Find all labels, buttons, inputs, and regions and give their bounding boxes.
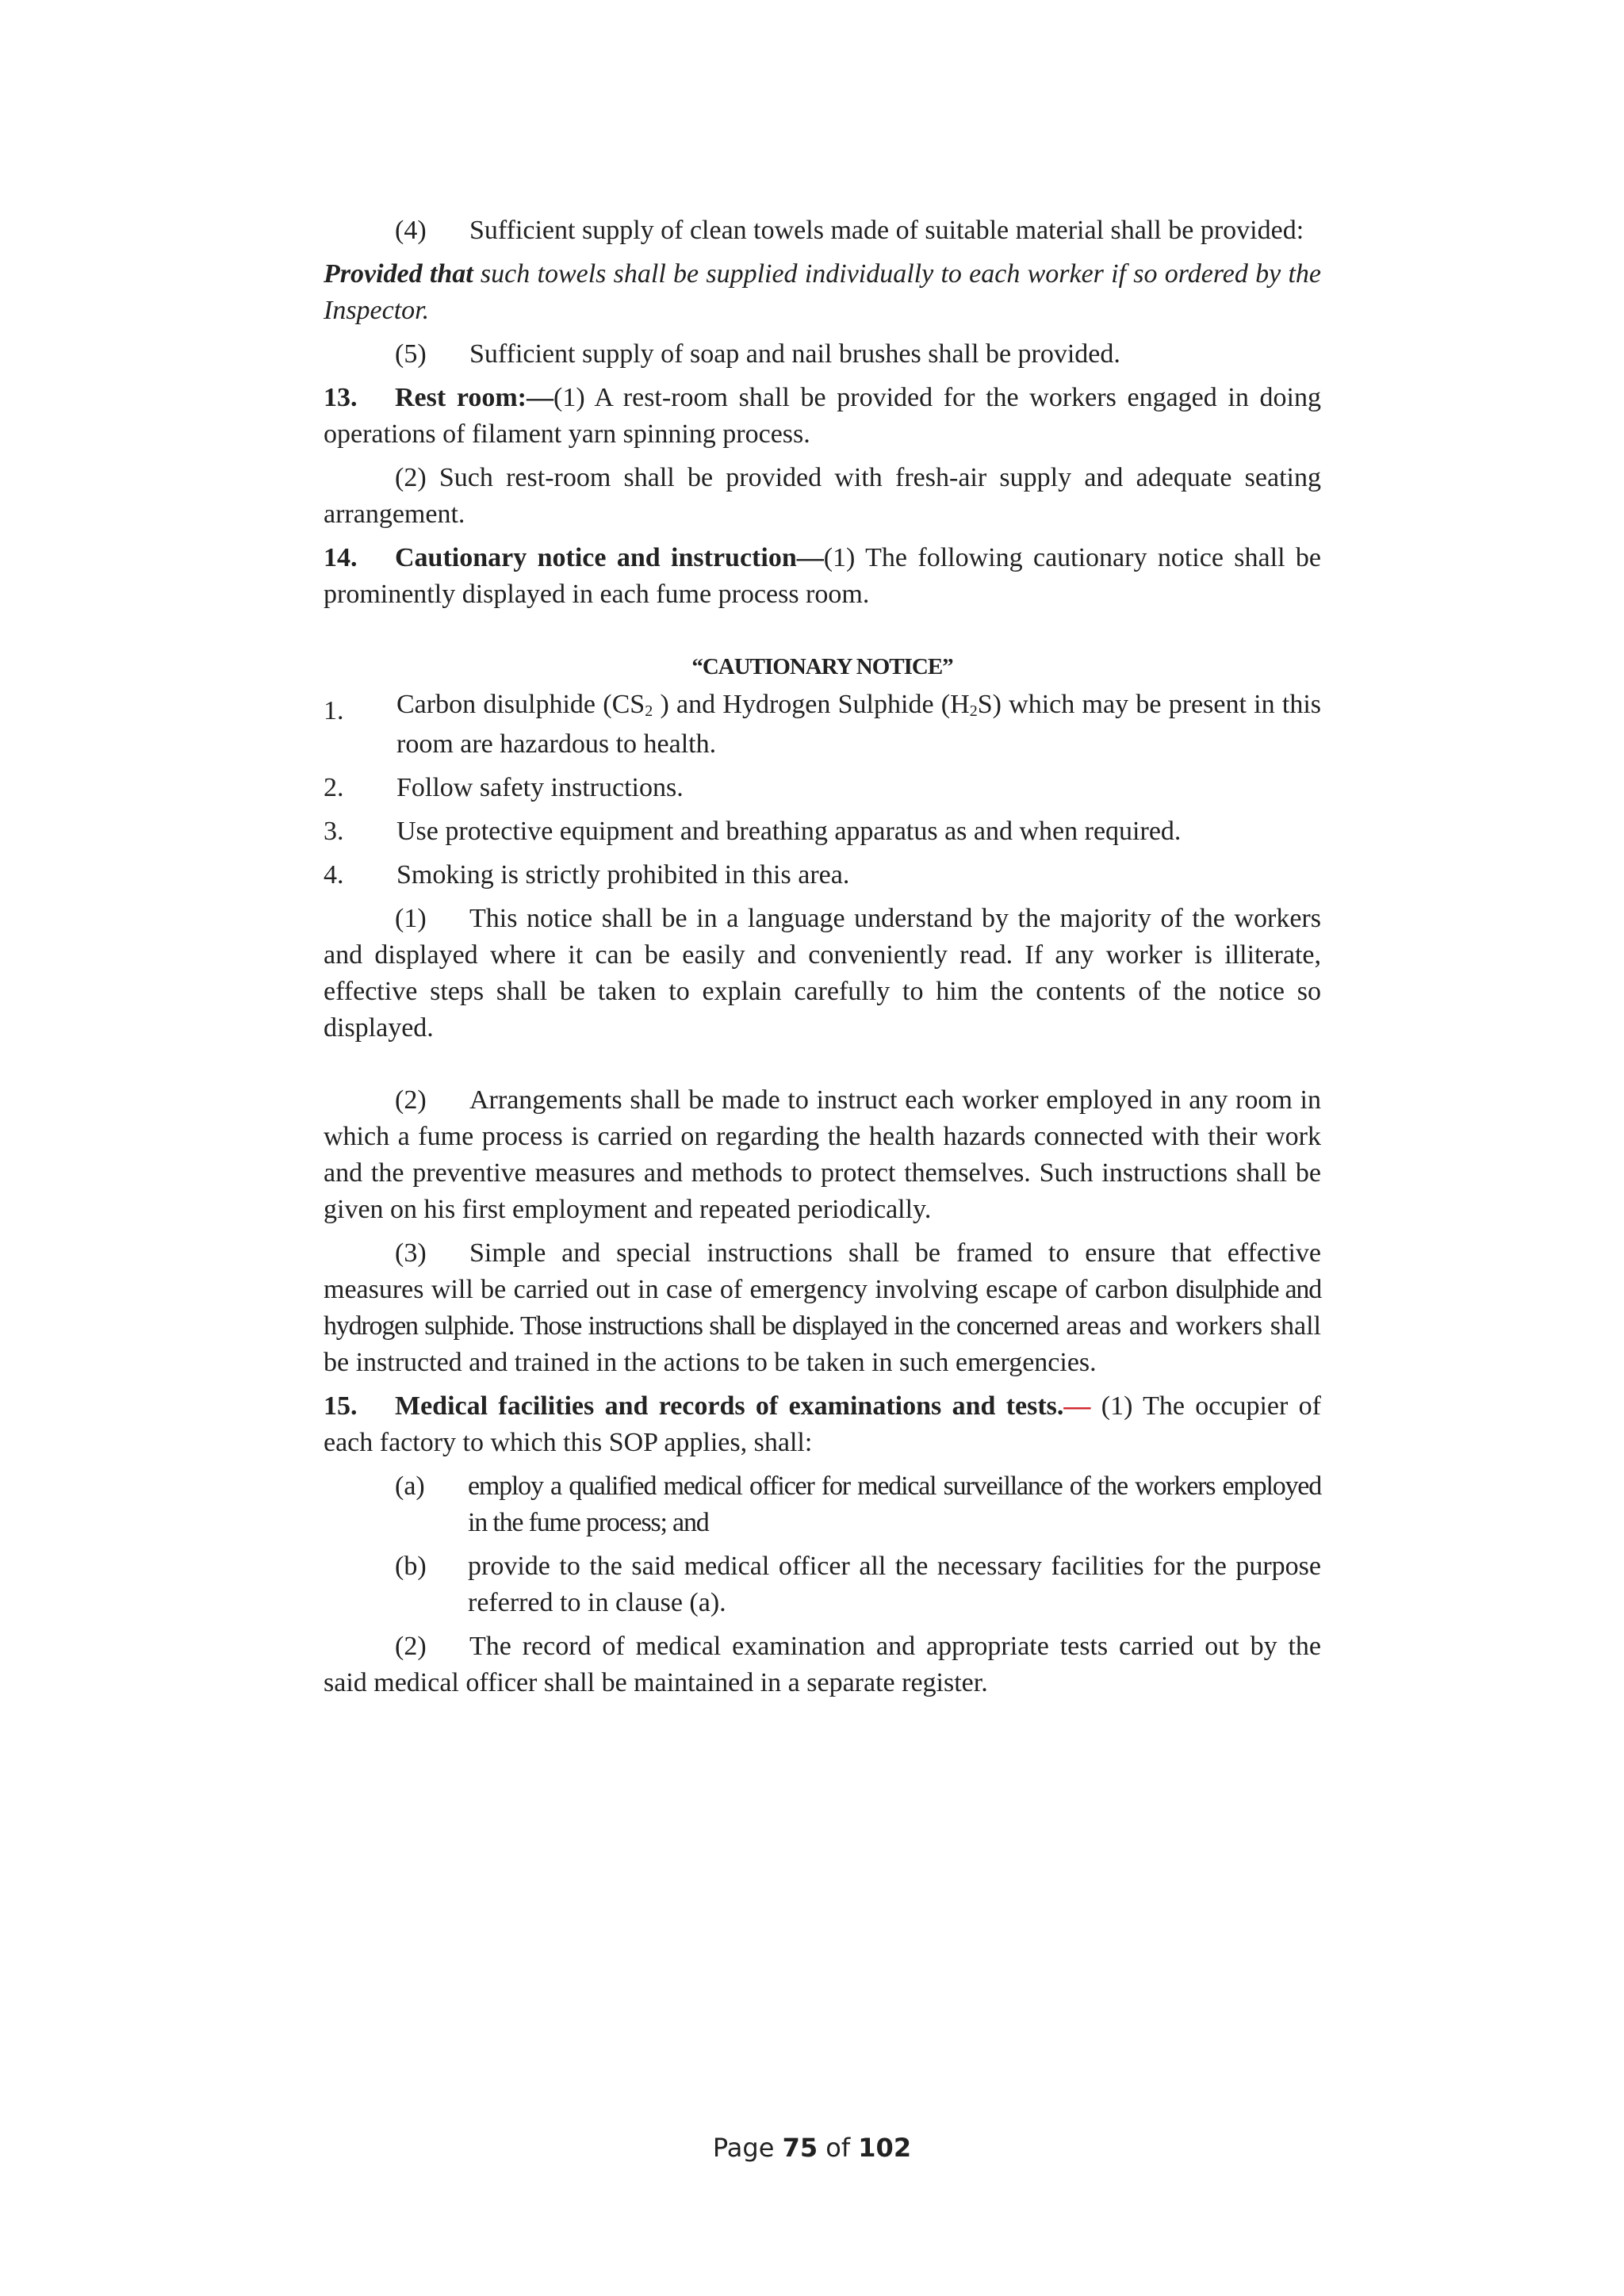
section-15 — [324, 1388, 1321, 1461]
para-number: (2) — [395, 1085, 427, 1115]
section-15-para-2 — [324, 1628, 1321, 1701]
para-4 — [324, 212, 1321, 249]
para-text-condensed: disulphide and hydrogen sulphide. Those instructions shall be displayed in the concerned — [324, 1275, 1321, 1341]
notice-item-number: 4. — [324, 860, 344, 890]
para-number: (4) — [395, 216, 427, 245]
current-page: 75 — [782, 2133, 818, 2163]
notice-item-text: Smoking is strictly prohibited in this area. — [396, 860, 850, 890]
notice-title: “CAUTIONARY NOTICE” — [691, 654, 953, 679]
para-number: (3) — [395, 1238, 427, 1268]
para-text: Sufficient supply of soap and nail brushes shall be provided. — [469, 339, 1120, 369]
section-13 — [324, 380, 1321, 453]
notice-item-1 — [324, 687, 1321, 763]
section-text: (1) The occupier of each factory to which this SOP applies, shall: — [324, 1391, 1321, 1457]
para-text: Simple and special instructions shall be framed to ensure that effective measures will be carried out in case of emergency involving escape of carbon — [324, 1238, 1321, 1304]
clause-b — [324, 1548, 1321, 1621]
clause-number: (b) — [395, 1552, 427, 1581]
notice-item-3 — [324, 813, 1321, 850]
proviso-lead: Provided that — [324, 259, 473, 289]
notice-item-text — [396, 687, 1321, 763]
text-part: ) and Hydrogen Sulphide (H — [653, 690, 970, 719]
section-14-para-2 — [324, 1082, 1321, 1228]
para-number: (5) — [395, 339, 427, 369]
section-title: Rest room:— — [395, 383, 553, 412]
clause-text: provide to the said medical officer all the necessary facilities for the purpose referred to in clause (a). — [468, 1552, 1321, 1617]
footer-of: of — [818, 2133, 859, 2163]
subscript: 2 — [645, 702, 653, 720]
clause-number: (a) — [395, 1471, 425, 1501]
section-14-para-1 — [324, 901, 1321, 1047]
section-text: (1) The following cautionary notice shall be prominently displayed in each fume process room. — [324, 543, 1321, 609]
proviso — [324, 256, 1321, 329]
section-text: (1) A rest-room shall be provided for the workers engaged in doing operations of filament yarn spinning process. — [324, 383, 1321, 449]
notice-item-4 — [324, 857, 1321, 894]
section-number: 14. — [324, 543, 358, 572]
text-part: Carbon disulphide (CS — [396, 690, 645, 719]
page-footer — [0, 2133, 1624, 2163]
spacer — [324, 1054, 1321, 1082]
section-13-sub-2: (2) Such rest-room shall be provided with fresh-air supply and adequate seating arrangement. — [324, 463, 1321, 529]
section-title: Medical facilities and records of examinations and tests. — [395, 1391, 1064, 1421]
para-text: This notice shall be in a language understand by the majority of the workers and displayed where it can be easily and conveniently read. If any worker is illiterate, effective steps shall be taken to explain carefully to him the contents of the notice so displayed. — [324, 904, 1321, 1043]
notice-item-text: Follow safety instructions. — [396, 773, 684, 802]
para-text: The record of medical examination and appropriate tests carried out by the said medical officer shall be maintained in a separate register. — [324, 1632, 1321, 1697]
clause-a — [324, 1468, 1321, 1541]
footer-prefix: Page — [712, 2133, 783, 2163]
section-dash: — — [1063, 1391, 1091, 1421]
text-part: S) which may be present in this room are hazardous to health. — [396, 690, 1321, 759]
para-text: areas and workers shall be instructed and trained in the actions to be taken in such emergencies. — [324, 1311, 1321, 1377]
para-text: Arrangements shall be made to instruct each worker employed in any room in which a fume process is carried on regarding the health hazards connected with their work and the preventive measures and methods to protect themselves. Such instructions shall be given on his first employment and repeated periodically. — [324, 1085, 1321, 1224]
para-5 — [324, 336, 1321, 373]
proviso-text: such towels shall be supplied individually to each worker if so ordered by the Inspector. — [324, 259, 1321, 325]
section-14-para-3 — [324, 1235, 1321, 1381]
para-text: Sufficient supply of clean towels made of suitable material shall be provided: — [469, 216, 1304, 245]
para-number: (1) — [395, 904, 427, 933]
total-pages: 102 — [858, 2133, 912, 2163]
section-number: 15. — [324, 1391, 358, 1421]
notice-item-number: 3. — [324, 817, 344, 846]
subscript: 2 — [969, 702, 978, 720]
notice-item-text: Use protective equipment and breathing apparatus as and when required. — [396, 817, 1182, 846]
document-page — [324, 212, 1321, 1709]
section-title: Cautionary notice and instruction— — [395, 543, 824, 572]
notice-item-2 — [324, 770, 1321, 806]
notice-item-number: 1. — [324, 696, 344, 725]
clause-text: employ a qualified medical officer for medical surveillance of the workers employed in the fume process; and — [468, 1471, 1321, 1537]
section-number: 13. — [324, 383, 358, 412]
section-14 — [324, 540, 1321, 613]
para-number: (2) — [395, 1632, 427, 1661]
notice-item-number: 2. — [324, 773, 344, 802]
